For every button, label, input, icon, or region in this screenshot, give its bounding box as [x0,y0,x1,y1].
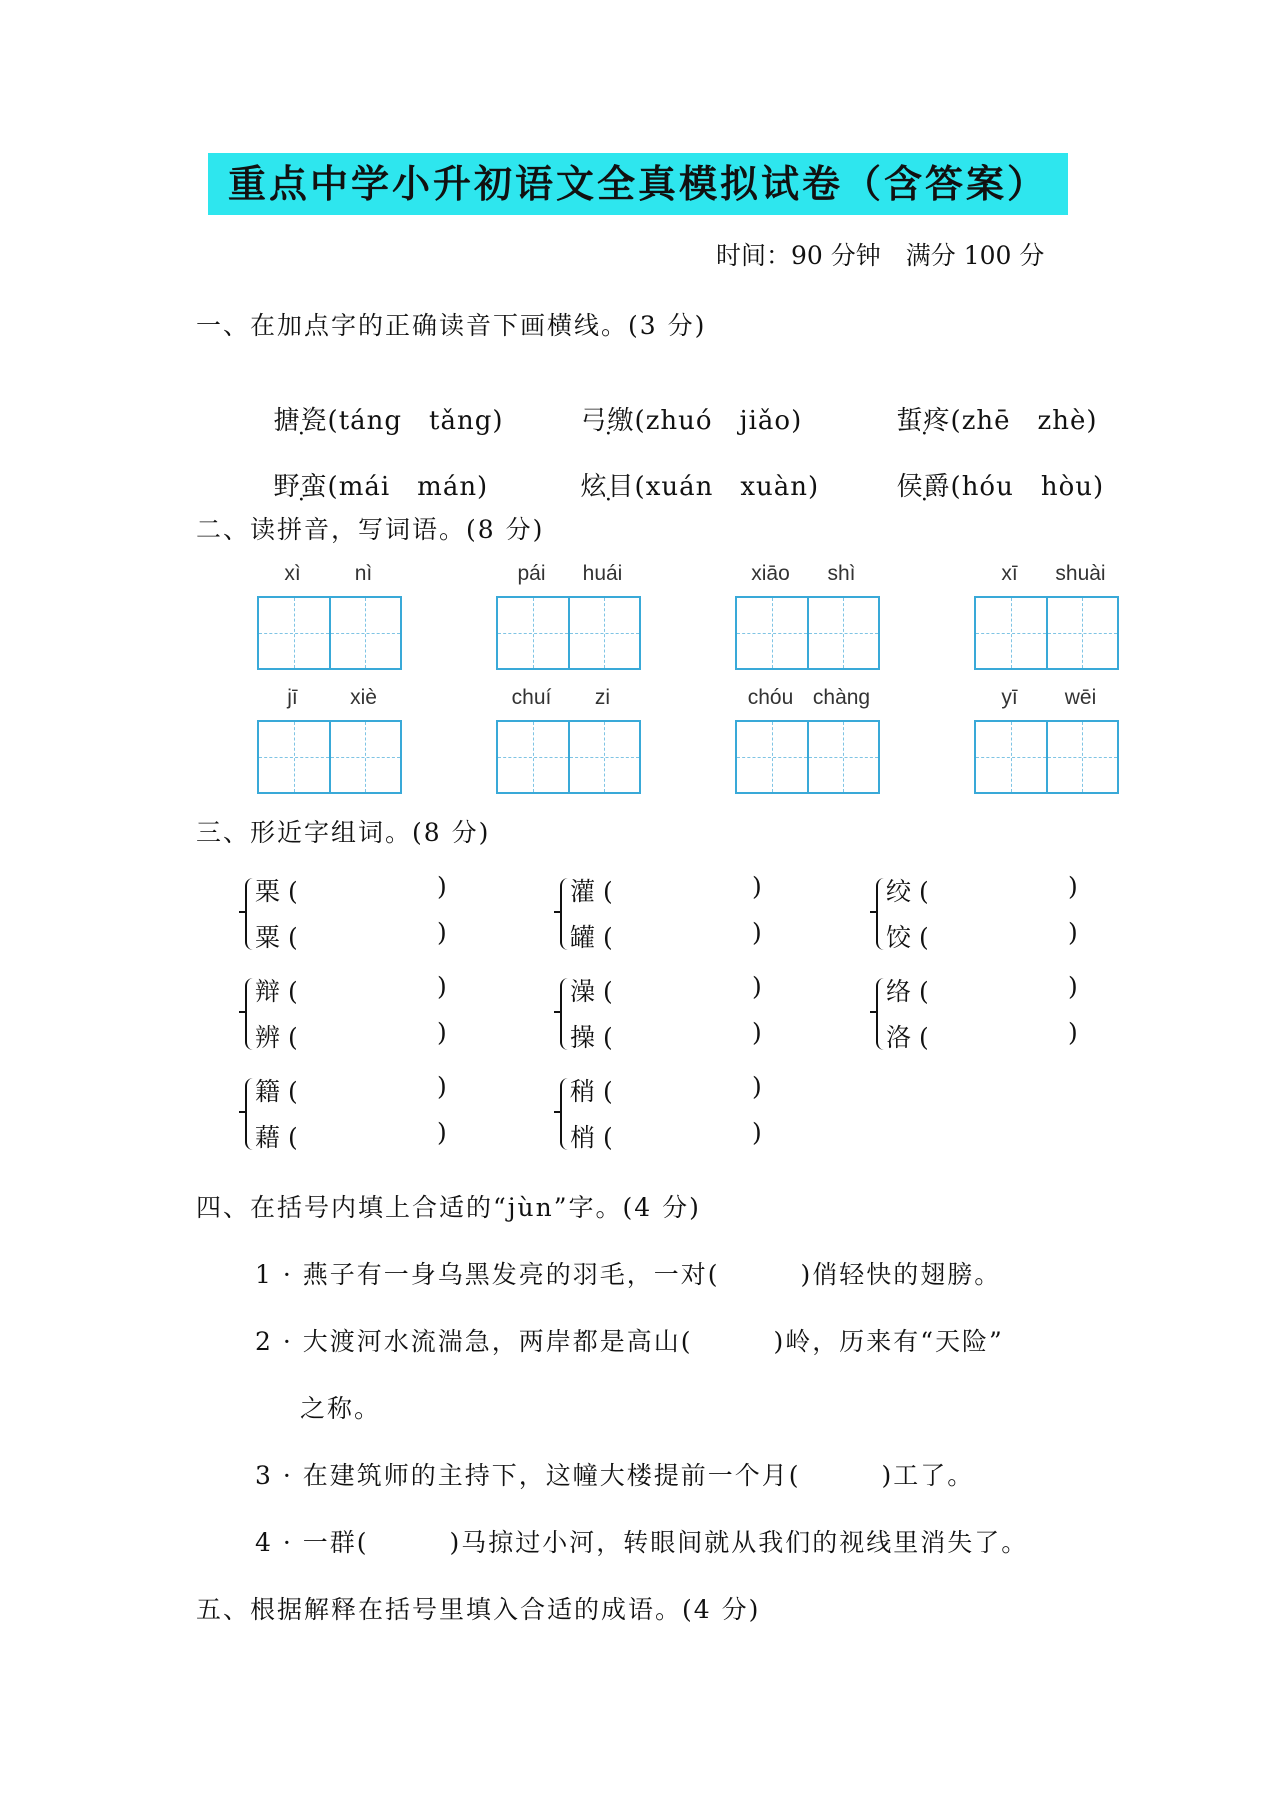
similar-char-pair: 澡 ( ) 操 ( ) [560,972,780,1060]
pronunciation-item [562,370,802,437]
similar-char-pair: 绞 ( ) 饺 ( ) [876,872,1096,960]
char: 粟 [255,923,281,952]
sentence-2: 2 · 大渡河水流湍急，两岸都是高山( )岭，历来有“天险” [255,1327,1004,1356]
section4-heading: 四、在括号内填上合适的“jùn”字。(4 分) [196,1193,701,1222]
word: 弓缴 [580,406,635,436]
pinyin: zi [594,686,611,709]
pinyin: pái [517,562,546,585]
char: 藉 [255,1123,281,1152]
char: 饺 [886,923,912,952]
pinyin: chóu [747,686,794,709]
options: (hóu hòu) [950,472,1105,502]
writing-boxes[interactable] [496,596,641,670]
char: 稍 [570,1077,596,1106]
char: 澡 [570,977,596,1006]
pinyin: jī [287,686,298,709]
page-title: 重点中学小升初语文全真模拟试卷（含答案） [208,153,1068,215]
time-info: 时间：90 分钟 满分 100 分 [716,241,1045,270]
word: 搪瓷 [273,406,328,436]
pronunciation-item [878,370,1098,437]
similar-char-pair: 辩 ( ) 辨 ( ) [245,972,465,1060]
options: (xuán xuàn) [634,472,820,502]
similar-char-pair: 络 ( ) 洛 ( ) [876,972,1096,1060]
options: (zhē zhè) [950,406,1098,436]
pinyin: xiè [350,686,377,709]
section1-heading: 一、在加点字的正确读音下画横线。(3 分) [196,311,707,340]
similar-char-pair: 籍 ( ) 藉 ( ) [245,1072,465,1160]
pinyin: huái [582,562,623,585]
writing-boxes[interactable] [257,596,402,670]
pinyin: chàng [812,686,871,709]
char: 栗 [255,877,281,906]
char: 灌 [570,877,596,906]
pinyin: wēi [1064,686,1097,709]
similar-char-pair: 灌 ( ) 罐 ( ) [560,872,780,960]
writing-boxes[interactable] [257,720,402,794]
writing-boxes[interactable] [735,596,880,670]
char: 络 [886,977,912,1006]
options: (táng tǎng) [327,406,504,436]
writing-boxes[interactable] [496,720,641,794]
word: 野蛮 [273,472,328,502]
pronunciation-item [255,436,488,503]
section3-heading: 三、形近字组词。(8 分) [196,818,491,847]
sentence-4: 4 · 一群( )马掠过小河，转眼间就从我们的视线里消失了。 [255,1528,1029,1557]
similar-char-pair: 栗 ( ) 粟 ( ) [245,872,465,960]
char: 籍 [255,1077,281,1106]
char: 梢 [570,1123,596,1152]
char: 绞 [886,877,912,906]
pinyin: shì [827,562,856,585]
word: 蜇疼 [896,406,951,436]
options: (mái mán) [327,472,489,502]
char: 洛 [886,1023,912,1052]
char: 操 [570,1023,596,1052]
pronunciation-item [562,436,819,503]
sentence-1: 1 · 燕子有一身乌黑发亮的羽毛，一对( )俏轻快的翅膀。 [255,1260,1002,1289]
pinyin: chuí [511,686,552,709]
sentence-2-continued: 之称。 [300,1394,382,1423]
pronunciation-item [255,370,504,437]
sentence-3: 3 · 在建筑师的主持下，这幢大楼提前一个月( )工了。 [255,1461,975,1490]
writing-boxes[interactable] [735,720,880,794]
word: 炫目 [580,472,635,502]
char: 辩 [255,977,281,1006]
similar-char-pair: 稍 ( ) 梢 ( ) [560,1072,780,1160]
pinyin: nì [354,562,373,585]
pinyin: shuài [1055,562,1106,585]
writing-boxes[interactable] [974,720,1119,794]
pronunciation-item [878,436,1104,503]
pinyin: xì [284,562,301,585]
pinyin: xī [1001,562,1018,585]
char: 辨 [255,1023,281,1052]
pinyin: xiāo [751,562,790,585]
char: 罐 [570,923,596,952]
word: 侯爵 [896,472,951,502]
writing-boxes[interactable] [974,596,1119,670]
pinyin: yī [1001,686,1018,709]
section5-heading: 五、根据解释在括号里填入合适的成语。(4 分) [196,1595,761,1624]
options: (zhuó jiǎo) [634,406,803,436]
section2-heading: 二、读拼音，写词语。(8 分) [196,515,545,544]
